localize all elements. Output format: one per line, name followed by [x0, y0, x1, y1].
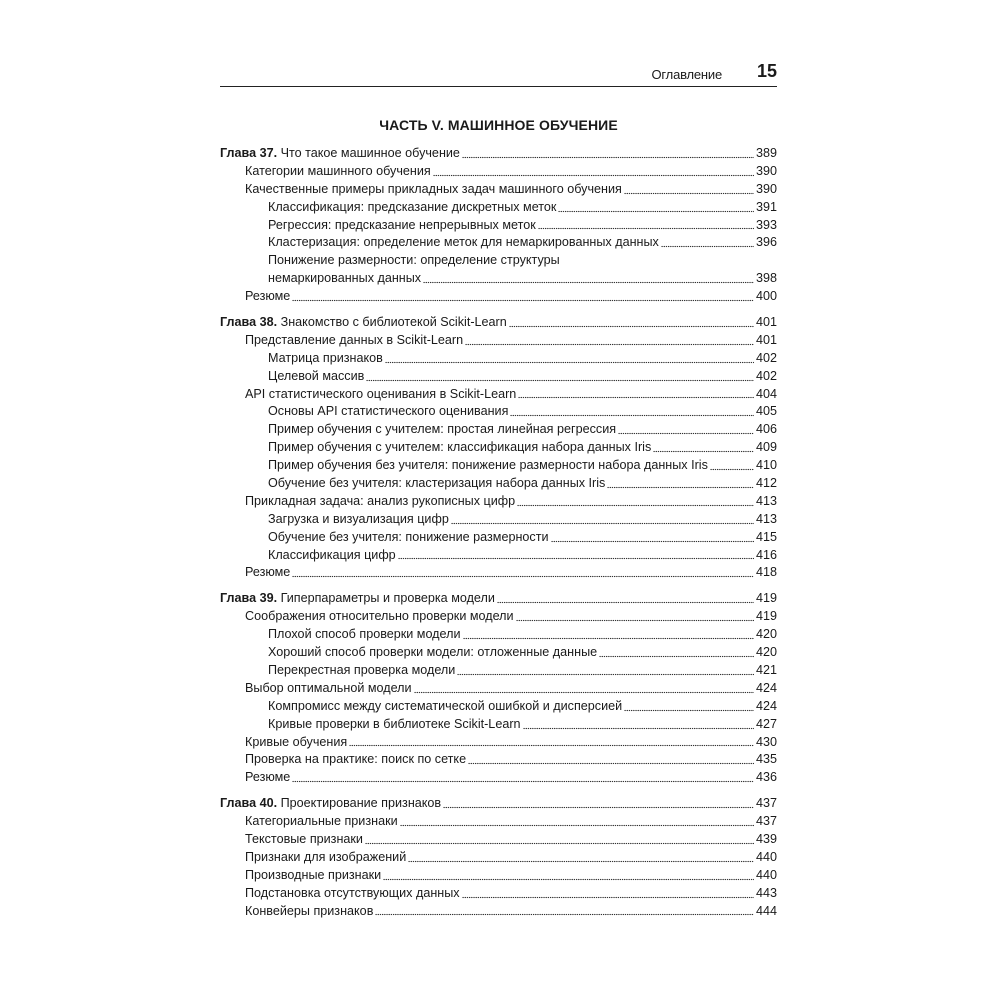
toc-entry-text: Классификация: предсказание дискретных меток	[268, 199, 557, 214]
toc-page-number: 390	[755, 163, 777, 178]
toc-entry-text: Резюме	[245, 770, 291, 785]
toc-entry-text: Пример обучения с учителем: классификация набора данных Iris	[268, 440, 652, 455]
toc-entry[interactable]	[220, 217, 777, 235]
toc-page-number: 430	[755, 734, 777, 749]
toc-entry[interactable]	[220, 199, 777, 217]
toc-entry[interactable]	[220, 493, 777, 511]
toc-entry[interactable]	[220, 252, 777, 270]
toc-page-number: 424	[755, 680, 777, 695]
toc-page-number: 437	[755, 796, 777, 811]
toc-chapter	[220, 590, 777, 787]
dot-leader	[375, 913, 754, 916]
toc-page-number: 437	[755, 814, 777, 829]
toc-chapter-heading[interactable]	[220, 795, 777, 813]
toc-entry[interactable]	[220, 270, 777, 288]
toc-entry[interactable]	[220, 181, 777, 199]
chapter-label: Глава 39.	[220, 591, 278, 606]
toc-page-number: 409	[755, 440, 777, 455]
chapter-title: Гиперпараметры и проверка модели	[280, 591, 495, 606]
dot-leader	[292, 780, 754, 783]
toc-entry-text: Матрица признаков	[268, 350, 383, 365]
toc-entry-text	[220, 590, 495, 608]
toc-entry[interactable]	[220, 831, 777, 849]
dot-leader	[349, 744, 754, 747]
dot-leader	[538, 227, 754, 230]
toc-entry[interactable]	[220, 234, 777, 252]
dot-leader	[292, 575, 754, 578]
dot-leader	[414, 691, 754, 694]
page-number: 15	[756, 61, 777, 81]
toc-entry[interactable]	[220, 457, 777, 475]
toc-entry-text: Резюме	[245, 289, 291, 304]
toc-entry[interactable]	[220, 163, 777, 181]
dot-leader	[366, 379, 754, 382]
dot-leader	[497, 601, 754, 604]
toc-entry-text: Классификация цифр	[268, 547, 396, 562]
toc-entry[interactable]	[220, 403, 777, 421]
toc-entry[interactable]	[220, 368, 777, 386]
toc-entry[interactable]	[220, 751, 777, 769]
toc-page-number: 420	[755, 627, 777, 642]
toc-page-number: 401	[755, 332, 777, 347]
dot-leader	[457, 673, 754, 676]
toc-entry-text: Прикладная задача: анализ рукописных цифр	[245, 493, 516, 508]
toc-entry-text: Обучение без учителя: понижение размерности	[268, 529, 549, 544]
toc-entry-text: Кластеризация: определение меток для немаркированных данных	[268, 235, 659, 250]
chapter-title: Проектирование признаков	[280, 796, 442, 811]
toc-page-number: 435	[755, 752, 777, 767]
dot-leader	[400, 824, 754, 827]
toc-entry-text: Пример обучения без учителя: понижение размерности набора данных Iris	[268, 458, 708, 473]
toc-entry-text: Кривые проверки в библиотеке Scikit-Learn	[268, 716, 521, 731]
dot-leader	[465, 343, 754, 346]
book-page	[220, 0, 777, 1000]
toc-entry-text	[220, 795, 441, 813]
toc-entry[interactable]	[220, 511, 777, 529]
dot-leader	[618, 432, 754, 435]
toc-entry-text	[220, 145, 460, 163]
toc-entry-text: Соображения относительно проверки модели	[245, 609, 514, 624]
toc-entry-text: Производные признаки	[245, 867, 382, 882]
toc-entry-text: Признаки для изображений	[245, 849, 407, 864]
toc-page-number: 440	[755, 867, 777, 882]
toc-entry[interactable]	[220, 529, 777, 547]
dot-leader	[443, 806, 754, 809]
toc-entry[interactable]	[220, 626, 777, 644]
toc-page-number: 402	[755, 350, 777, 365]
toc-entry[interactable]	[220, 332, 777, 350]
toc-page-number: 416	[755, 547, 777, 562]
toc-page-number: 390	[755, 181, 777, 196]
toc-page-number: 389	[755, 146, 777, 160]
toc-page-number: 421	[755, 662, 777, 677]
dot-leader	[451, 522, 754, 525]
dot-leader	[292, 299, 754, 302]
toc-page-number: 398	[755, 271, 777, 286]
toc-entry-text: Текстовые признаки	[245, 831, 363, 846]
running-title: Оглавление	[651, 67, 722, 82]
table-of-contents	[220, 145, 777, 928]
toc-page-number: 396	[755, 235, 777, 250]
toc-entry-text: Обучение без учителя: кластеризация набора данных Iris	[268, 476, 606, 491]
toc-page-number: 413	[755, 511, 777, 526]
toc-page-number: 439	[755, 831, 777, 846]
dot-leader	[653, 450, 754, 453]
toc-entry[interactable]	[220, 680, 777, 698]
toc-entry-text: немаркированных данных	[268, 271, 422, 286]
toc-page-number: 424	[755, 698, 777, 713]
toc-entry[interactable]	[220, 475, 777, 493]
toc-entry-text: Категории машинного обучения	[245, 163, 431, 178]
toc-entry[interactable]	[220, 867, 777, 885]
toc-entry-text: Проверка на практике: поиск по сетке	[245, 752, 467, 767]
dot-leader	[509, 325, 754, 328]
toc-page-number: 418	[755, 565, 777, 580]
dot-leader	[516, 619, 754, 622]
toc-entry-text: Качественные примеры прикладных задач машинного обучения	[245, 181, 622, 196]
toc-page-number: 427	[755, 716, 777, 731]
dot-leader	[468, 762, 754, 765]
dot-leader	[523, 727, 754, 730]
toc-chapter-heading[interactable]	[220, 590, 777, 608]
toc-entry[interactable]	[220, 903, 777, 921]
toc-entry-text: Подстановка отсутствующих данных	[245, 885, 460, 900]
toc-page-number: 404	[755, 386, 777, 401]
toc-page-number: 391	[755, 199, 777, 214]
dot-leader	[463, 637, 754, 640]
dot-leader	[661, 245, 754, 248]
toc-entry[interactable]	[220, 734, 777, 752]
toc-entry[interactable]	[220, 716, 777, 734]
chapter-title: Что такое машинное обучение	[280, 146, 460, 160]
dot-leader	[408, 860, 754, 863]
toc-page-number: 419	[755, 609, 777, 624]
toc-entry-text	[220, 314, 507, 332]
dot-leader	[462, 896, 754, 899]
toc-entry[interactable]	[220, 547, 777, 565]
toc-entry-text: Пример обучения с учителем: простая линейная регрессия	[268, 422, 617, 437]
toc-page-number: 400	[755, 289, 777, 304]
chapter-title: Знакомство с библиотекой Scikit-Learn	[280, 315, 507, 330]
dot-leader	[383, 878, 754, 881]
toc-entry-text: Целевой массив	[268, 368, 365, 383]
toc-page-number: 412	[755, 476, 777, 491]
toc-entry[interactable]	[220, 813, 777, 831]
toc-entry-text: Выбор оптимальной модели	[245, 680, 412, 695]
toc-entry[interactable]	[220, 288, 777, 306]
toc-entry[interactable]	[220, 439, 777, 457]
toc-entry[interactable]	[220, 608, 777, 626]
toc-entry[interactable]	[220, 662, 777, 680]
dot-leader	[558, 210, 754, 213]
toc-page-number: 436	[755, 770, 777, 785]
toc-entry-text: Загрузка и визуализация цифр	[268, 511, 449, 526]
dot-leader	[607, 486, 754, 489]
toc-entry[interactable]	[220, 885, 777, 903]
dot-leader	[517, 504, 754, 507]
toc-entry[interactable]	[220, 849, 777, 867]
toc-entry-text: Резюме	[245, 565, 291, 580]
toc-entry[interactable]	[220, 769, 777, 787]
dot-leader	[624, 192, 754, 195]
dot-leader	[624, 709, 754, 712]
dot-leader	[510, 414, 754, 417]
toc-entry-text: Плохой способ проверки модели	[268, 627, 461, 642]
toc-page-number: 420	[755, 645, 777, 660]
dot-leader	[599, 655, 754, 658]
toc-entry-text: Понижение размерности: определение структуры	[268, 253, 560, 268]
toc-entry-text: Конвейеры признаков	[245, 903, 374, 918]
toc-entry[interactable]	[220, 698, 777, 716]
toc-entry-text: Компромисс между систематической ошибкой и дисперсией	[268, 698, 623, 713]
toc-page-number: 401	[755, 315, 777, 330]
toc-chapter	[220, 795, 777, 920]
part-title: ЧАСТЬ V. МАШИННОЕ ОБУЧЕНИЕ	[379, 117, 618, 133]
toc-entry-text: API статистического оценивания в Scikit-Learn	[245, 386, 517, 401]
toc-chapter-heading[interactable]	[220, 145, 777, 163]
chapter-label: Глава 37.	[220, 146, 278, 160]
dot-leader	[398, 557, 754, 560]
dot-leader	[433, 174, 754, 177]
toc-entry[interactable]	[220, 644, 777, 662]
toc-entry-text: Категориальные признаки	[245, 814, 398, 829]
toc-page-number: 405	[755, 404, 777, 419]
dot-leader	[518, 396, 754, 399]
running-head	[220, 60, 777, 87]
toc-entry-text: Регрессия: предсказание непрерывных меток	[268, 217, 536, 232]
dot-leader	[365, 842, 754, 845]
dot-leader	[462, 156, 754, 159]
toc-page-number: 415	[755, 529, 777, 544]
toc-entry[interactable]	[220, 386, 777, 404]
toc-page-number: 406	[755, 422, 777, 437]
toc-entry-text: Основы API статистического оценивания	[268, 404, 509, 419]
toc-page-number: 444	[755, 903, 777, 918]
chapter-label: Глава 40.	[220, 796, 278, 811]
toc-page-number: 410	[755, 458, 777, 473]
toc-page-number: 393	[755, 217, 777, 232]
dot-leader	[385, 361, 754, 364]
toc-page-number: 419	[755, 591, 777, 606]
toc-chapter	[220, 145, 777, 306]
toc-entry[interactable]	[220, 564, 777, 582]
toc-chapter	[220, 314, 777, 582]
toc-entry[interactable]	[220, 350, 777, 368]
toc-chapter-heading[interactable]	[220, 314, 777, 332]
toc-page-number: 440	[755, 849, 777, 864]
toc-entry[interactable]	[220, 421, 777, 439]
toc-entry-text: Представление данных в Scikit-Learn	[245, 332, 464, 347]
toc-entry-text: Хороший способ проверки модели: отложенные данные	[268, 645, 598, 660]
toc-page-number: 443	[755, 885, 777, 900]
chapter-label: Глава 38.	[220, 315, 278, 330]
toc-entry-text: Кривые обучения	[245, 734, 348, 749]
toc-page-number: 402	[755, 368, 777, 383]
toc-entry-text: Перекрестная проверка модели	[268, 662, 456, 677]
dot-leader	[710, 468, 754, 471]
toc-page-number: 413	[755, 493, 777, 508]
dot-leader	[423, 281, 754, 284]
dot-leader	[551, 540, 754, 543]
